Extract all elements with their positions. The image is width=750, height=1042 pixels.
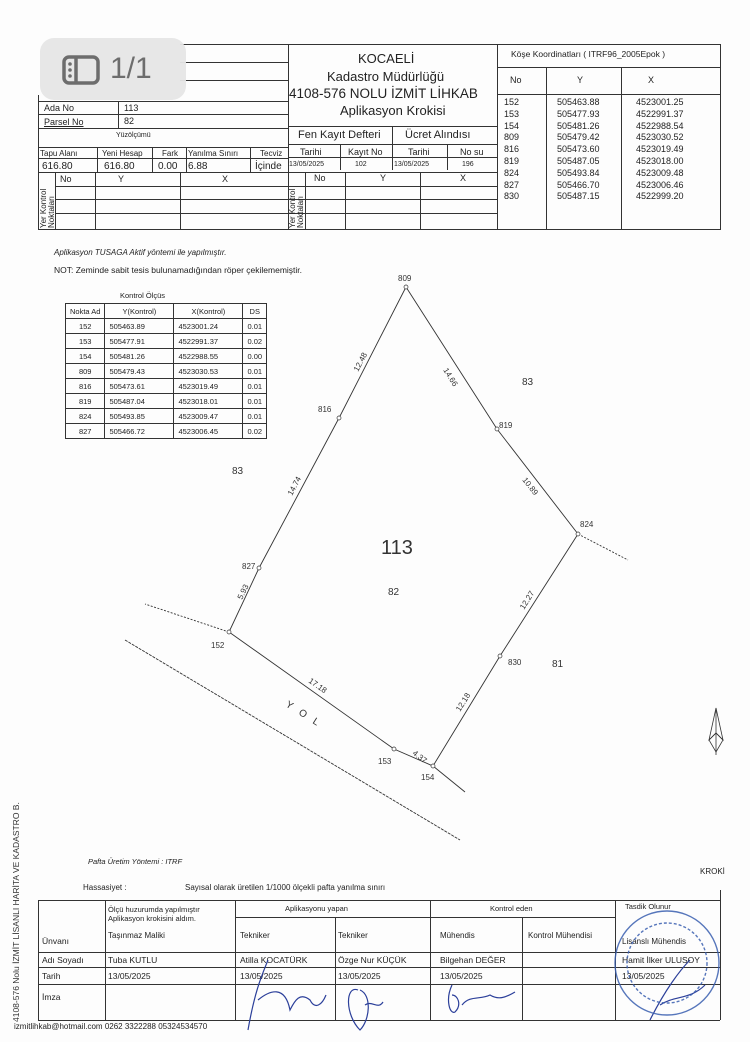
neighbor-parcel: 83 [522,377,534,388]
area-header: Tecviz [260,149,283,158]
fen-kayit-label: Fen Kayıt Defteri [298,129,381,141]
area-header: Yanılma Sınırı [188,149,239,158]
control-title: Kontrol Ölçüs [120,291,166,300]
length-label: 5.93 [235,582,251,601]
ykn-header: Y [380,173,387,183]
ykn-header: Y [118,174,125,184]
cell: 827 [66,424,105,439]
area-value: 616.80 [104,161,135,172]
cell: 505493.85 [105,409,174,424]
cell: 505487.04 [105,394,174,409]
reg-header: Tarihi [300,147,322,157]
signer-date: 13/05/2025 [622,971,665,981]
cell: 505466.72 [105,424,174,439]
ykn-header: No [314,173,326,183]
ada-value: 113 [124,103,139,113]
cell: 819 [66,394,105,409]
corner-no: 830 [504,191,520,202]
cell: 4522988.55 [174,349,243,364]
corner-y: 505466.70 [557,179,600,190]
cell: 824 [66,409,105,424]
ykn-header: X [222,174,229,184]
corner-no: 154 [504,120,520,131]
yer-kontrol-label: Yer Kontrol Noktaları [288,188,305,228]
reg-value: 196 [462,161,474,168]
corner-y: 505487.15 [557,191,600,202]
corner-y: 505477.93 [557,108,600,119]
point-label: 153 [378,757,392,766]
corner-x: 4523019.49 [636,144,684,155]
reg-header: No su [460,147,484,157]
signer-name: Tuba KUTLU [108,955,158,965]
cell: 505481.26 [105,349,174,364]
yuzolcumu-label: Yüzölçümü [116,132,151,139]
cell: 0.01 [243,364,267,379]
control-header: Y(Kontrol) [105,304,174,319]
corner-x: 4523001.25 [636,97,684,107]
province: KOCAELİ [358,51,415,66]
cell: 0.01 [243,319,267,334]
parsel-number: 82 [388,587,400,598]
cell: 152 [66,319,105,334]
reg-header: Kayıt No [348,147,383,157]
contact-info: izmitlihkab@hotmail.com 0262 3322288 05324534570 [14,1022,208,1031]
signer-name: Hamit İlker ULUSOY [622,955,700,965]
point-label: 824 [580,520,594,529]
corner-x: 4523006.46 [636,179,684,190]
corner-no: 816 [504,144,520,155]
area-header: Tapu Alanı [40,149,78,158]
side-text: 4108-576 Nolu İZMİT LİSANLI HARİTA VE KADASTRO B. [11,802,21,1022]
cell: 505479.43 [105,364,174,379]
cell: 154 [66,349,105,364]
cell: 0.01 [243,394,267,409]
control-header: Kontrol eden [490,904,533,913]
signature [650,960,705,1020]
area-header: Fark [162,149,178,158]
corner-no: 152 [504,97,520,107]
cell: 4522991.37 [174,334,243,349]
length-label: 17.18 [306,676,329,696]
signer-name: Bilgehan DEĞER [440,955,506,965]
kroki-label: KROKİ [700,867,725,876]
corner-x: 4523009.48 [636,167,684,178]
approved-header: Tasdik Olunur [625,902,671,911]
pafta-method: Pafta Üretim Yöntemi : ITRF [88,857,183,866]
cell: 4523009.47 [174,409,243,424]
signer-name: Atilla KOCATÜRK [240,955,308,965]
signature [248,960,326,1030]
corner-x: 4522999.20 [636,191,684,202]
corner-y: 505479.42 [557,132,600,143]
row-label: Ünvanı [42,936,69,946]
bureau: 4108-576 NOLU İZMİT LİHKAB [289,86,478,101]
signer-title: Mühendis [440,931,475,940]
cell: 0.02 [243,334,267,349]
corner-y: 505481.26 [557,120,600,131]
cell: 505473.61 [105,379,174,394]
control-header: X(Kontrol) [174,304,243,319]
corner-y: 505473.60 [557,144,600,155]
reg-value: 13/05/2025 [289,161,325,168]
neighbor-parcel: 83 [232,466,244,477]
doc-title: Aplikasyon Krokisi [340,103,446,118]
cell: 0.01 [243,409,267,424]
hassasiyet-label: Hassasiyet : [83,883,127,892]
ada-number: 113 [381,537,413,559]
road-label: Y O L [283,699,324,730]
corner-coords-title: Köşe Koordinatları ( ITRF96_2005Epok ) [511,49,666,59]
row-label: Tarih [42,971,61,981]
length-label: 4.37 [410,748,429,766]
note: NOT: Zeminde sabit tesis bulunamadığından röper çekilememiştir. [54,265,303,275]
corner-no: 819 [504,156,520,166]
cell: 4523019.49 [174,379,243,394]
signer-title: Lisanslı Mühendis [622,937,687,946]
reg-value: 13/05/2025 [394,161,430,168]
office: Kadastro Müdürlüğü [327,69,445,84]
corner-y: 505493.84 [557,167,600,178]
corner-header: No [510,75,522,85]
ykn-header: No [60,174,72,184]
corner-x: 4523018.00 [636,156,684,166]
row-label: Adı Soyadı [42,955,84,965]
point-label: 152 [211,641,225,650]
cell: 0.00 [243,349,267,364]
owner-header: Ölçü huzurumda yapılmıştır Aplikasyon krokisini aldım. [108,905,200,923]
cell: 0.01 [243,379,267,394]
corner-no: 824 [504,167,520,178]
signer-date: 13/05/2025 [338,971,381,981]
signer-date: 13/05/2025 [440,971,483,981]
neighbor-parcel: 81 [552,659,564,670]
corner-x: 4523030.52 [636,132,684,143]
cell: 4523018.01 [174,394,243,409]
length-label: 14.66 [441,366,460,389]
ada-label: Ada No [44,103,75,113]
signer-title: Kontrol Mühendisi [528,931,593,940]
point-label: 819 [499,421,513,430]
cell: 153 [66,334,105,349]
cell: 505463.89 [105,319,174,334]
applied-header: Aplikasyonu yapan [285,904,348,913]
row-label: İmza [42,992,61,1002]
cell: 4523001.24 [174,319,243,334]
reg-header: Tarihi [408,147,430,157]
area-value: 616.80 [42,161,73,172]
cell: 0.02 [243,424,267,439]
signer-date: 13/05/2025 [240,971,283,981]
control-header: DS [243,304,267,319]
length-label: 14.74 [285,475,304,497]
length-label: 12.27 [518,589,537,612]
length-label: 12.18 [454,691,473,714]
reg-value: 102 [355,161,367,168]
cell: 4523030.53 [174,364,243,379]
corner-y: 505463.88 [557,97,600,107]
corner-header: X [648,75,655,85]
signer-title: Tekniker [338,931,368,940]
hassasiyet-value: Sayısal olarak üretilen 1/1000 ölçekli pafta yanılma sınırı [185,883,386,892]
method-note: Aplikasyon TUSAGA Aktif yöntemi ile yapılmıştır. [54,248,227,257]
corner-no: 153 [504,108,520,119]
area-value: İçinde [255,161,282,172]
area-value: 6.88 [188,161,208,172]
corner-x: 4522991.37 [636,108,684,119]
point-label: 827 [242,562,256,571]
corner-no: 827 [504,179,520,190]
point-label: 154 [421,773,435,782]
length-label: 12.48 [351,351,370,373]
signer-date: 13/05/2025 [108,971,151,981]
stamp [615,911,719,1015]
signer-name: Özge Nur KÜÇÜK [338,955,407,965]
cell: 505477.91 [105,334,174,349]
length-label: 10.89 [520,475,540,498]
page-number: 1/1 [110,52,152,85]
point-label: 816 [318,405,332,414]
cell: 816 [66,379,105,394]
corner-y: 505487.05 [557,156,600,166]
corner-no: 809 [504,132,520,143]
ucret-label: Ücret Alındısı [405,129,471,141]
point-label: 830 [508,658,522,667]
cell: 809 [66,364,105,379]
corner-header: Y [577,75,584,85]
control-header: Nokta Ad [66,304,105,319]
area-header: Yeni Hesap [102,149,143,158]
signature [348,989,383,1030]
area-value: 0.00 [158,161,178,172]
cell: 4523006.45 [174,424,243,439]
point-label: 809 [398,274,412,283]
ykn-header: X [460,173,467,183]
parsel-value: 82 [124,116,135,126]
parsel-label: Parsel No [44,117,84,127]
corner-x: 4522988.54 [636,120,684,131]
yer-kontrol-label: Yer Kontrol Noktaları [39,188,56,228]
signer-title: Taşınmaz Maliki [108,931,165,940]
signer-title: Tekniker [240,931,270,940]
signature [449,985,515,1012]
